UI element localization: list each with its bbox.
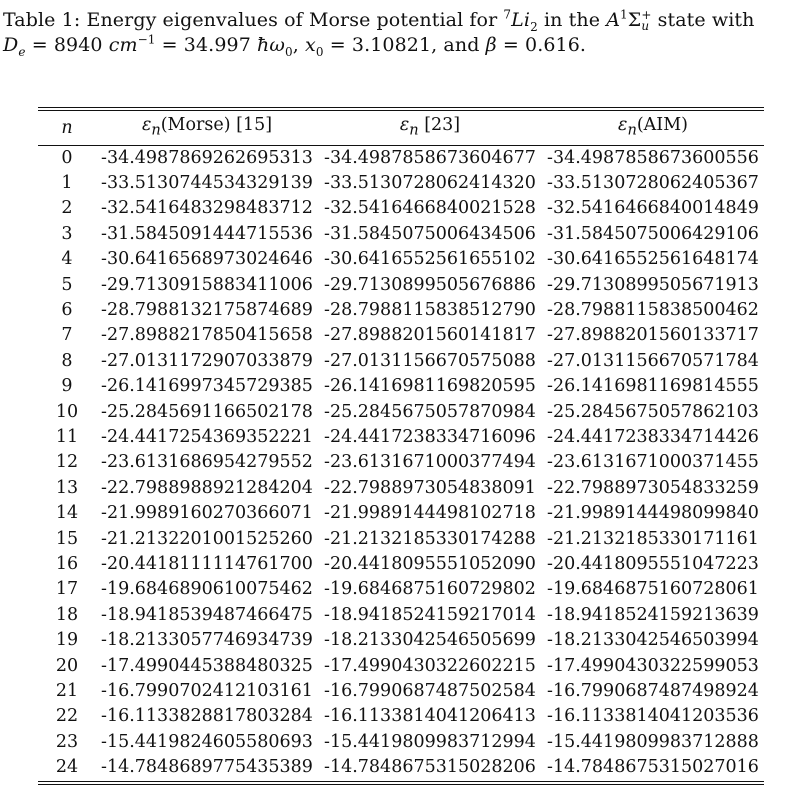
cell-n: 20 — [55, 655, 79, 676]
de-symbol: D — [3, 34, 19, 56]
cell-morse: -29.7130915883411006 — [101, 274, 313, 295]
cell-morse: -34.4987869262695313 — [101, 147, 313, 168]
cell-morse: -22.7988988921284204 — [101, 477, 313, 498]
cell-ref23: -26.1416981169820595 — [324, 376, 536, 397]
table-row — [38, 425, 764, 450]
table-header-row — [38, 111, 764, 145]
cell-aim: -21.9989144498099840 — [547, 503, 759, 524]
cell-morse: -27.8988217850415658 — [101, 325, 313, 346]
cell-n: 18 — [55, 604, 79, 625]
cell-morse: -25.2845691166502178 — [101, 401, 313, 422]
cell-ref23: -17.4990430322602215 — [324, 655, 536, 676]
table-row — [38, 527, 764, 552]
isotope-superscript: 7 — [503, 7, 512, 22]
cell-ref23: -21.9989144498102718 — [324, 503, 536, 524]
table-row — [38, 145, 764, 171]
cell-aim: -22.7988973054833259 — [547, 477, 759, 498]
table-row — [38, 476, 764, 501]
caption-label: Table 1: — [3, 9, 81, 31]
table-row — [38, 577, 764, 602]
cell-n: 3 — [61, 223, 73, 244]
molecule-subscript: 2 — [530, 19, 538, 34]
cell-morse: -17.4990445388480325 — [101, 655, 313, 676]
cell-ref23: -18.9418524159217014 — [324, 604, 536, 625]
table-body — [38, 145, 764, 781]
cell-morse: -16.7990702412103161 — [101, 681, 313, 702]
cell-aim: -15.4419809983712888 — [547, 731, 759, 752]
cell-ref23: -21.2132185330174288 — [324, 528, 536, 549]
cell-aim: -27.8988201560133717 — [547, 325, 759, 346]
cell-n: 15 — [55, 528, 79, 549]
cell-morse: -27.0131172907033879 — [101, 350, 313, 371]
table-row — [38, 196, 764, 221]
header-ref23: $\varepsilon_n$ [23] — [318, 111, 542, 145]
x0-value: = 3.10821, and — [329, 34, 480, 56]
cell-morse: -16.1133828817803284 — [101, 706, 313, 727]
cell-ref23: -24.4417238334716096 — [324, 426, 536, 447]
cell-n: 1 — [61, 172, 73, 193]
cell-aim: -30.6416552561648174 — [547, 249, 759, 270]
header-n: n — [38, 111, 96, 145]
cell-ref23: -19.6846875160729802 — [324, 579, 536, 600]
cell-ref23: -18.2133042546505699 — [324, 630, 536, 651]
cell-n: 22 — [55, 706, 79, 727]
state-u: u — [641, 19, 650, 33]
cell-morse: -26.1416997345729385 — [101, 376, 313, 397]
cell-morse: -24.4417254369352221 — [101, 426, 313, 447]
cell-morse: -19.6846890610075462 — [101, 579, 313, 600]
cm-unit: cm — [108, 34, 138, 56]
cell-n: 23 — [55, 731, 79, 752]
beta-value: = 0.616. — [502, 34, 587, 56]
cell-ref23: -25.2845675057870984 — [324, 401, 536, 422]
table-row — [38, 273, 764, 298]
x0-symbol: x — [305, 34, 316, 56]
table-row — [38, 704, 764, 729]
cell-ref23: -20.4418095551052090 — [324, 554, 536, 574]
table-row — [38, 450, 764, 475]
cell-morse: -14.7848689775435389 — [101, 757, 313, 778]
cell-aim: -28.7988115838500462 — [547, 299, 759, 320]
cell-ref23: -16.7990687487502584 — [324, 681, 536, 702]
cell-aim: -16.1133814041203536 — [547, 706, 759, 727]
caption-text-state: state with — [657, 9, 755, 31]
cell-n: 10 — [55, 401, 79, 422]
cell-n: 8 — [61, 350, 73, 371]
omega-subscript: 0 — [284, 44, 293, 59]
bottom-rule-2 — [38, 784, 764, 785]
header-aim: $\varepsilon_n(AIM)$ — [542, 111, 764, 145]
caption-line-1 — [3, 8, 793, 33]
cell-n: 13 — [55, 477, 79, 498]
cell-aim: -27.0131156670571784 — [547, 350, 759, 371]
cell-morse: -32.5416483298483712 — [101, 198, 313, 219]
table-row — [38, 603, 764, 628]
cell-morse: -15.4419824605580693 — [101, 731, 313, 752]
cell-aim: -26.1416981169814555 — [547, 376, 759, 397]
cell-n: 14 — [55, 503, 79, 524]
caption-line-2: $D_e = 8940$ $cm^{-1} = 34.997$ $ħ\omega_0$, $x_0 = 3.10821$, and β = 0.616. — [3, 32, 587, 59]
cell-ref23: -23.6131671000377494 — [324, 452, 536, 473]
cell-ref23: -33.5130728062414320 — [324, 172, 536, 193]
cell-ref23: -27.8988201560141817 — [324, 325, 536, 346]
hw-value: = 34.997 — [161, 34, 251, 56]
eigenvalue-table — [38, 111, 764, 781]
cm-exponent: −1 — [137, 32, 156, 47]
table-row — [38, 323, 764, 348]
cell-morse: -21.9989160270366071 — [101, 503, 313, 524]
cell-aim: -31.5845075006429106 — [547, 223, 759, 244]
caption-text-in: in the — [543, 9, 601, 31]
cell-ref23: -28.7988115838512790 — [324, 299, 536, 320]
table-row — [38, 730, 764, 755]
cell-n: 6 — [61, 299, 73, 320]
cell-aim: -25.2845675057862103 — [547, 401, 759, 422]
cell-aim: -34.4987858673600556 — [547, 147, 759, 168]
cell-morse: -30.6416568973024646 — [101, 249, 313, 270]
table-row — [38, 298, 764, 323]
table-row — [38, 654, 764, 679]
cell-aim: -18.2133042546503994 — [547, 630, 759, 651]
cell-aim: -16.7990687487498924 — [547, 681, 759, 702]
cell-ref23: -22.7988973054838091 — [324, 477, 536, 498]
cell-aim: -20.4418095551047223 — [547, 554, 759, 574]
de-subscript: e — [18, 44, 26, 59]
state-symbol: A — [606, 9, 621, 31]
cell-morse: -23.6131686954279552 — [101, 452, 313, 473]
cell-ref23: -29.7130899505676886 — [324, 274, 536, 295]
eigenvalue-table-container — [38, 107, 764, 785]
cell-n: 19 — [55, 630, 79, 651]
hbar-omega: ħω — [257, 34, 285, 56]
cell-aim: -33.5130728062405367 — [547, 172, 759, 193]
cell-aim: -18.9418524159213639 — [547, 604, 759, 625]
cell-aim: -21.2132185330171161 — [547, 528, 759, 549]
table-row — [38, 349, 764, 374]
cell-ref23: -30.6416552561655102 — [324, 249, 536, 270]
beta-symbol: β — [485, 34, 497, 56]
state-multiplicity: 1 — [620, 7, 628, 22]
table-row — [38, 222, 764, 247]
state-plus: + — [641, 8, 652, 22]
cell-n: 5 — [61, 274, 73, 295]
x0-subscript: 0 — [315, 44, 324, 59]
cell-n: 24 — [55, 757, 79, 778]
cell-n: 17 — [55, 579, 79, 600]
table-row — [38, 552, 764, 577]
table-row — [38, 171, 764, 196]
table-row — [38, 247, 764, 272]
cell-aim: -24.4417238334714426 — [547, 426, 759, 447]
caption-text: Energy eigenvalues of Morse potential for — [86, 9, 498, 31]
header-morse: $\varepsilon_n(Morse)$ [15] — [96, 111, 318, 145]
table-row — [38, 679, 764, 704]
cell-aim: -14.7848675315027016 — [547, 757, 759, 778]
cell-aim: -17.4990430322599053 — [547, 655, 759, 676]
cell-morse: -20.4418111114761700 — [101, 554, 313, 574]
cell-morse: -33.5130744534329139 — [101, 172, 313, 193]
state-sigma: Σ — [627, 9, 642, 31]
table-row — [38, 374, 764, 399]
cell-ref23: -27.0131156670575088 — [324, 350, 536, 371]
table-caption — [3, 8, 793, 58]
cell-morse: -21.2132201001525260 — [101, 528, 313, 549]
molecule-symbol: Li — [511, 9, 531, 31]
cell-ref23: -16.1133814041206413 — [324, 706, 536, 727]
cell-morse: -18.9418539487466475 — [101, 604, 313, 625]
cell-aim: -32.5416466840014849 — [547, 198, 759, 219]
cell-n: 12 — [55, 452, 79, 473]
table-row — [38, 400, 764, 425]
table-row — [38, 628, 764, 653]
cell-ref23: -14.7848675315028206 — [324, 757, 536, 778]
cell-n: 16 — [55, 554, 79, 574]
cell-morse: -28.7988132175874689 — [101, 299, 313, 320]
cell-morse: -18.2133057746934739 — [101, 630, 313, 651]
cell-n: 4 — [61, 249, 73, 270]
table-row — [38, 755, 764, 780]
cell-n: 11 — [55, 426, 79, 447]
de-value: = 8940 — [31, 34, 103, 56]
cell-n: 7 — [61, 325, 73, 346]
cell-aim: -23.6131671000371455 — [547, 452, 759, 473]
cell-ref23: -15.4419809983712994 — [324, 731, 536, 752]
cell-ref23: -31.5845075006434506 — [324, 223, 536, 244]
cell-n: 21 — [55, 681, 79, 702]
cell-ref23: -34.4987858673604677 — [324, 147, 536, 168]
cell-aim: -19.6846875160728061 — [547, 579, 759, 600]
cell-ref23: -32.5416466840021528 — [324, 198, 536, 219]
cell-n: 9 — [61, 376, 73, 397]
cell-aim: -29.7130899505671913 — [547, 274, 759, 295]
table-row — [38, 501, 764, 526]
cell-morse: -31.5845091444715536 — [101, 223, 313, 244]
cell-n: 0 — [61, 147, 73, 168]
cell-n: 2 — [61, 198, 73, 219]
